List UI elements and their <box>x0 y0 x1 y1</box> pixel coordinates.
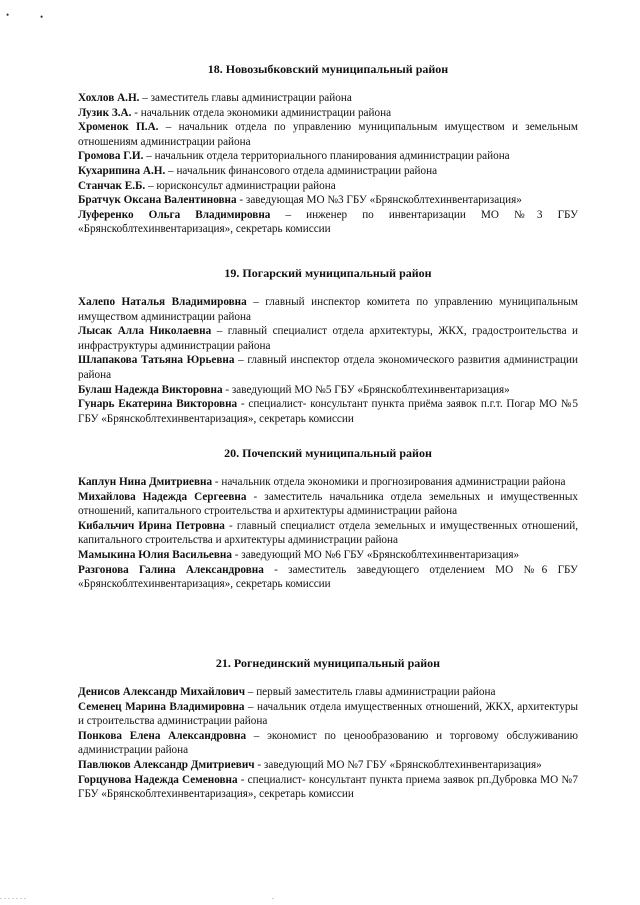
member-name: Лысак Алла Николаевна <box>78 325 212 338</box>
member-name: Семенец Марина Владимировна <box>78 700 245 713</box>
member-role: – начальник отдела территориального планирования администрации района <box>143 150 510 163</box>
member-role: – начальник финансового отдела администрации района <box>165 164 438 177</box>
member-role: - специалист- консультант пункта приёма заявок п.г.т. Погар МО №5 ГБУ «Брянскоблтехинвентаризация», секретарь комиссии <box>78 398 578 425</box>
member-role: – экономист по ценообразованию и торговому обслуживанию администрации района <box>78 729 578 757</box>
member-entry <box>78 179 578 194</box>
member-name: Гунарь Екатерина Викторовна <box>78 398 238 411</box>
member-name: Горцунова Надежда Семеновна <box>78 773 238 786</box>
member-role: - заведующий МО №6 ГБУ «Брянскоблтехинвентаризация» <box>231 548 520 561</box>
member-role: – начальник отдела по управлению муниципальным имуществом и земельным отношениям администрации района <box>78 121 578 148</box>
member-role: - заведующая МО №3 ГБУ «Брянскоблтехинвентаризация» <box>236 194 522 207</box>
section-18 <box>78 62 578 237</box>
scan-edge-marks: ....... . <box>0 892 276 901</box>
member-role: – юрисконсульт администрации района <box>145 179 336 192</box>
member-entry <box>78 295 578 324</box>
member-name: Кухарипина А.Н. <box>78 164 166 177</box>
member-name: Хроменок П.А. <box>78 121 159 134</box>
member-name: Лузик З.А. <box>78 106 132 119</box>
member-name: Михайлова Надежда Сергеевна <box>78 490 247 503</box>
member-name: Павлюков Александр Дмитриевич <box>78 758 255 771</box>
member-entry <box>78 773 578 802</box>
member-name: Понкова Елена Александровна <box>78 729 247 742</box>
member-name: Братчук Оксана Валентиновна <box>78 194 237 207</box>
section-heading: 21. Рогнединский муниципальный район <box>215 656 441 670</box>
member-entry <box>78 353 578 382</box>
member-entry <box>78 475 578 490</box>
member-entry <box>78 324 578 353</box>
member-role: - заведующий МО №5 ГБУ «Брянскоблтехинвентаризация» <box>222 383 510 396</box>
section-19 <box>78 266 578 426</box>
member-role: – начальник отдела имущественных отношений, ЖКХ, архитектуры и строительства администрации района <box>78 700 579 728</box>
member-entry <box>78 149 578 164</box>
section-heading: 18. Новозыбковский муниципальный район <box>207 62 449 76</box>
member-role: – первый заместитель главы администрации района <box>245 686 496 698</box>
member-entry <box>78 700 578 729</box>
member-name: Булаш Надежда Викторовна <box>78 383 223 396</box>
member-name: Станчак Е.Б. <box>78 179 146 192</box>
member-entry <box>78 563 578 592</box>
member-role: - заместитель начальника отдела земельных и имущественных отношений, капитального строительства и архитектуры администрации района <box>78 490 578 518</box>
section-20 <box>78 446 578 592</box>
member-entry <box>78 91 578 106</box>
member-entry <box>78 208 578 237</box>
member-entry <box>78 519 578 548</box>
member-role: – главный инспектор отдела экономического развития администрации района <box>78 354 578 381</box>
member-name: Каплун Нина Дмитриевна <box>78 476 213 488</box>
member-role: - начальник отдела экономики администрации района <box>131 106 392 119</box>
member-name: Разгонова Галина Александровна <box>78 563 264 576</box>
member-entry <box>78 490 578 519</box>
member-entry <box>78 685 578 700</box>
member-role: - главный специалист отдела земельных и имущественных отношений, капитального строительства и архитектуры администрации района <box>78 519 578 547</box>
member-name: Громова Г.И. <box>78 150 144 163</box>
member-name: Денисов Александр Михайлович <box>78 686 245 698</box>
member-role: – инженер по инвентаризации МО №3 ГБУ «Брянскоблтехинвентаризация», секретарь комиссии <box>78 208 578 236</box>
member-entry <box>78 120 578 149</box>
member-role: – главный специалист отдела архитектуры, ЖКХ, градостроительства и инфраструктуры администрации района <box>78 325 578 352</box>
member-entry <box>78 729 578 758</box>
member-entry <box>78 383 578 398</box>
member-entry <box>78 548 578 563</box>
member-role: - специалист- консультант пункта приема заявок рп.Дубровка МО №7 ГБУ «Брянскоблтехинвентаризация», секретарь комиссии <box>78 773 578 801</box>
member-role: – главный инспектор комитета по управлению муниципальным имуществом администрации района <box>78 296 578 323</box>
member-role: - начальник отдела экономики и прогнозирования администрации района <box>212 476 566 488</box>
member-role: - заведующий МО №7 ГБУ «Брянскоблтехинвентаризация» <box>254 758 542 771</box>
section-heading: 20. Почепский муниципальный район <box>224 446 432 460</box>
member-entry <box>78 397 578 426</box>
section-heading: 19. Погарский муниципальный район <box>224 266 432 280</box>
member-entry <box>78 164 578 179</box>
member-name: Халепо Наталья Владимировна <box>78 296 247 308</box>
member-name: Мамыкина Юлия Васильевна <box>78 548 232 561</box>
member-name: Хохлов А.Н. <box>78 92 140 104</box>
scan-mark: • <box>6 10 10 20</box>
member-role: - заместитель заведующего отделением МО №6 ГБУ «Брянскоблтехинвентаризация», секретарь комиссии <box>78 563 578 591</box>
member-entry <box>78 193 578 208</box>
member-name: Луференко Ольга Владимировна <box>78 208 271 221</box>
member-entry <box>78 106 578 121</box>
scan-mark: • <box>40 12 44 22</box>
section-21 <box>78 656 578 802</box>
member-name: Кибальчич Ирина Петровна <box>78 519 225 532</box>
member-role: – заместитель главы администрации района <box>139 92 352 104</box>
member-entry <box>78 758 578 773</box>
member-name: Шлапакова Татьяна Юрьевна <box>78 354 235 367</box>
